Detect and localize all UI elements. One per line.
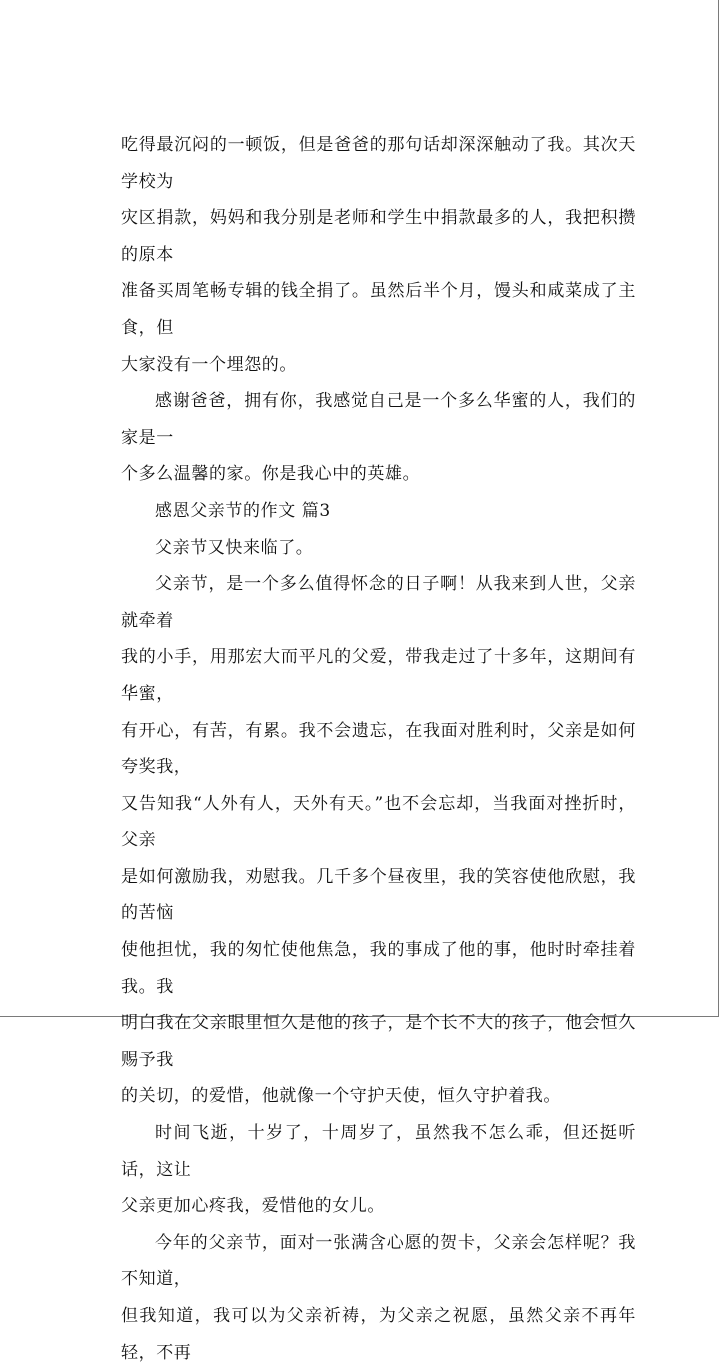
text-line: 父亲节，是一个多么值得怀念的日子啊！从我来到人世，父亲就牵着 — [121, 574, 636, 631]
document-body — [121, 127, 636, 1371]
text-line: 父亲节又快来临了。 — [155, 537, 314, 558]
text-line: 感恩父亲节的作文 篇3 — [155, 500, 331, 521]
text-line: 父亲更加心疼我，爱惜他的女儿。 — [121, 1196, 385, 1217]
text-line: 大家没有一个埋怨的。 — [121, 354, 297, 375]
paragraph — [121, 1225, 636, 1371]
text-line: 灾区捐款，妈妈和我分别是老师和学生中捐款最多的人，我把积攒的原本 — [121, 208, 636, 265]
text-line: 又告知我“人外有人，天外有天。”也不会忘却，当我面对挫折时，父亲 — [121, 793, 636, 851]
text-line: 时间飞逝，十岁了，十周岁了，虽然我不怎么乖，但还挺听话，这让 — [121, 1123, 636, 1180]
text-line: 是如何激励我，劝慰我。几千多个昼夜里，我的笑容使他欣慰，我的苦恼 — [121, 866, 636, 924]
paragraph — [121, 566, 636, 1115]
paragraph — [121, 127, 636, 383]
paragraph — [121, 530, 636, 567]
paragraph — [121, 1115, 636, 1225]
text-line: 今年的父亲节，面对一张满含心愿的贺卡，父亲会怎样呢？我不知道， — [121, 1232, 636, 1290]
text-line: 使他担忧，我的匆忙使他焦急，我的事成了他的事，他时时牵挂着我。我 — [121, 940, 636, 997]
text-line: 有开心，有苦，有累。我不会遗忘，在我面对胜利时，父亲是如何夸奖我， — [121, 720, 636, 778]
text-line: 感谢爸爸，拥有你，我感觉自己是一个多么华蜜的人，我们的家是一 — [121, 391, 636, 448]
text-line: 明白我在父亲眼里恒久是他的孩子，是个长不大的孩子，他会恒久赐予我 — [121, 1013, 636, 1070]
text-line: 个多么温馨的家。你是我心中的英雄。 — [121, 464, 421, 485]
paragraph — [121, 383, 636, 493]
paragraph — [121, 493, 636, 530]
text-line: 我的小手，用那宏大而平凡的父爱，带我走过了十多年，这期间有华蜜， — [121, 647, 636, 704]
text-line: 但我知道，我可以为父亲祈祷，为父亲之祝愿，虽然父亲不再年轻，不再 — [121, 1306, 636, 1363]
text-line: 准备买周笔畅专辑的钱全捐了。虽然后半个月，馒头和咸菜成了主食，但 — [121, 281, 636, 338]
text-line: 的关切，的爱惜，他就像一个守护天使，恒久守护着我。 — [121, 1086, 561, 1107]
text-line: 吃得最沉闷的一顿饭，但是爸爸的那句话却深深触动了我。其次天学校为 — [121, 135, 636, 192]
